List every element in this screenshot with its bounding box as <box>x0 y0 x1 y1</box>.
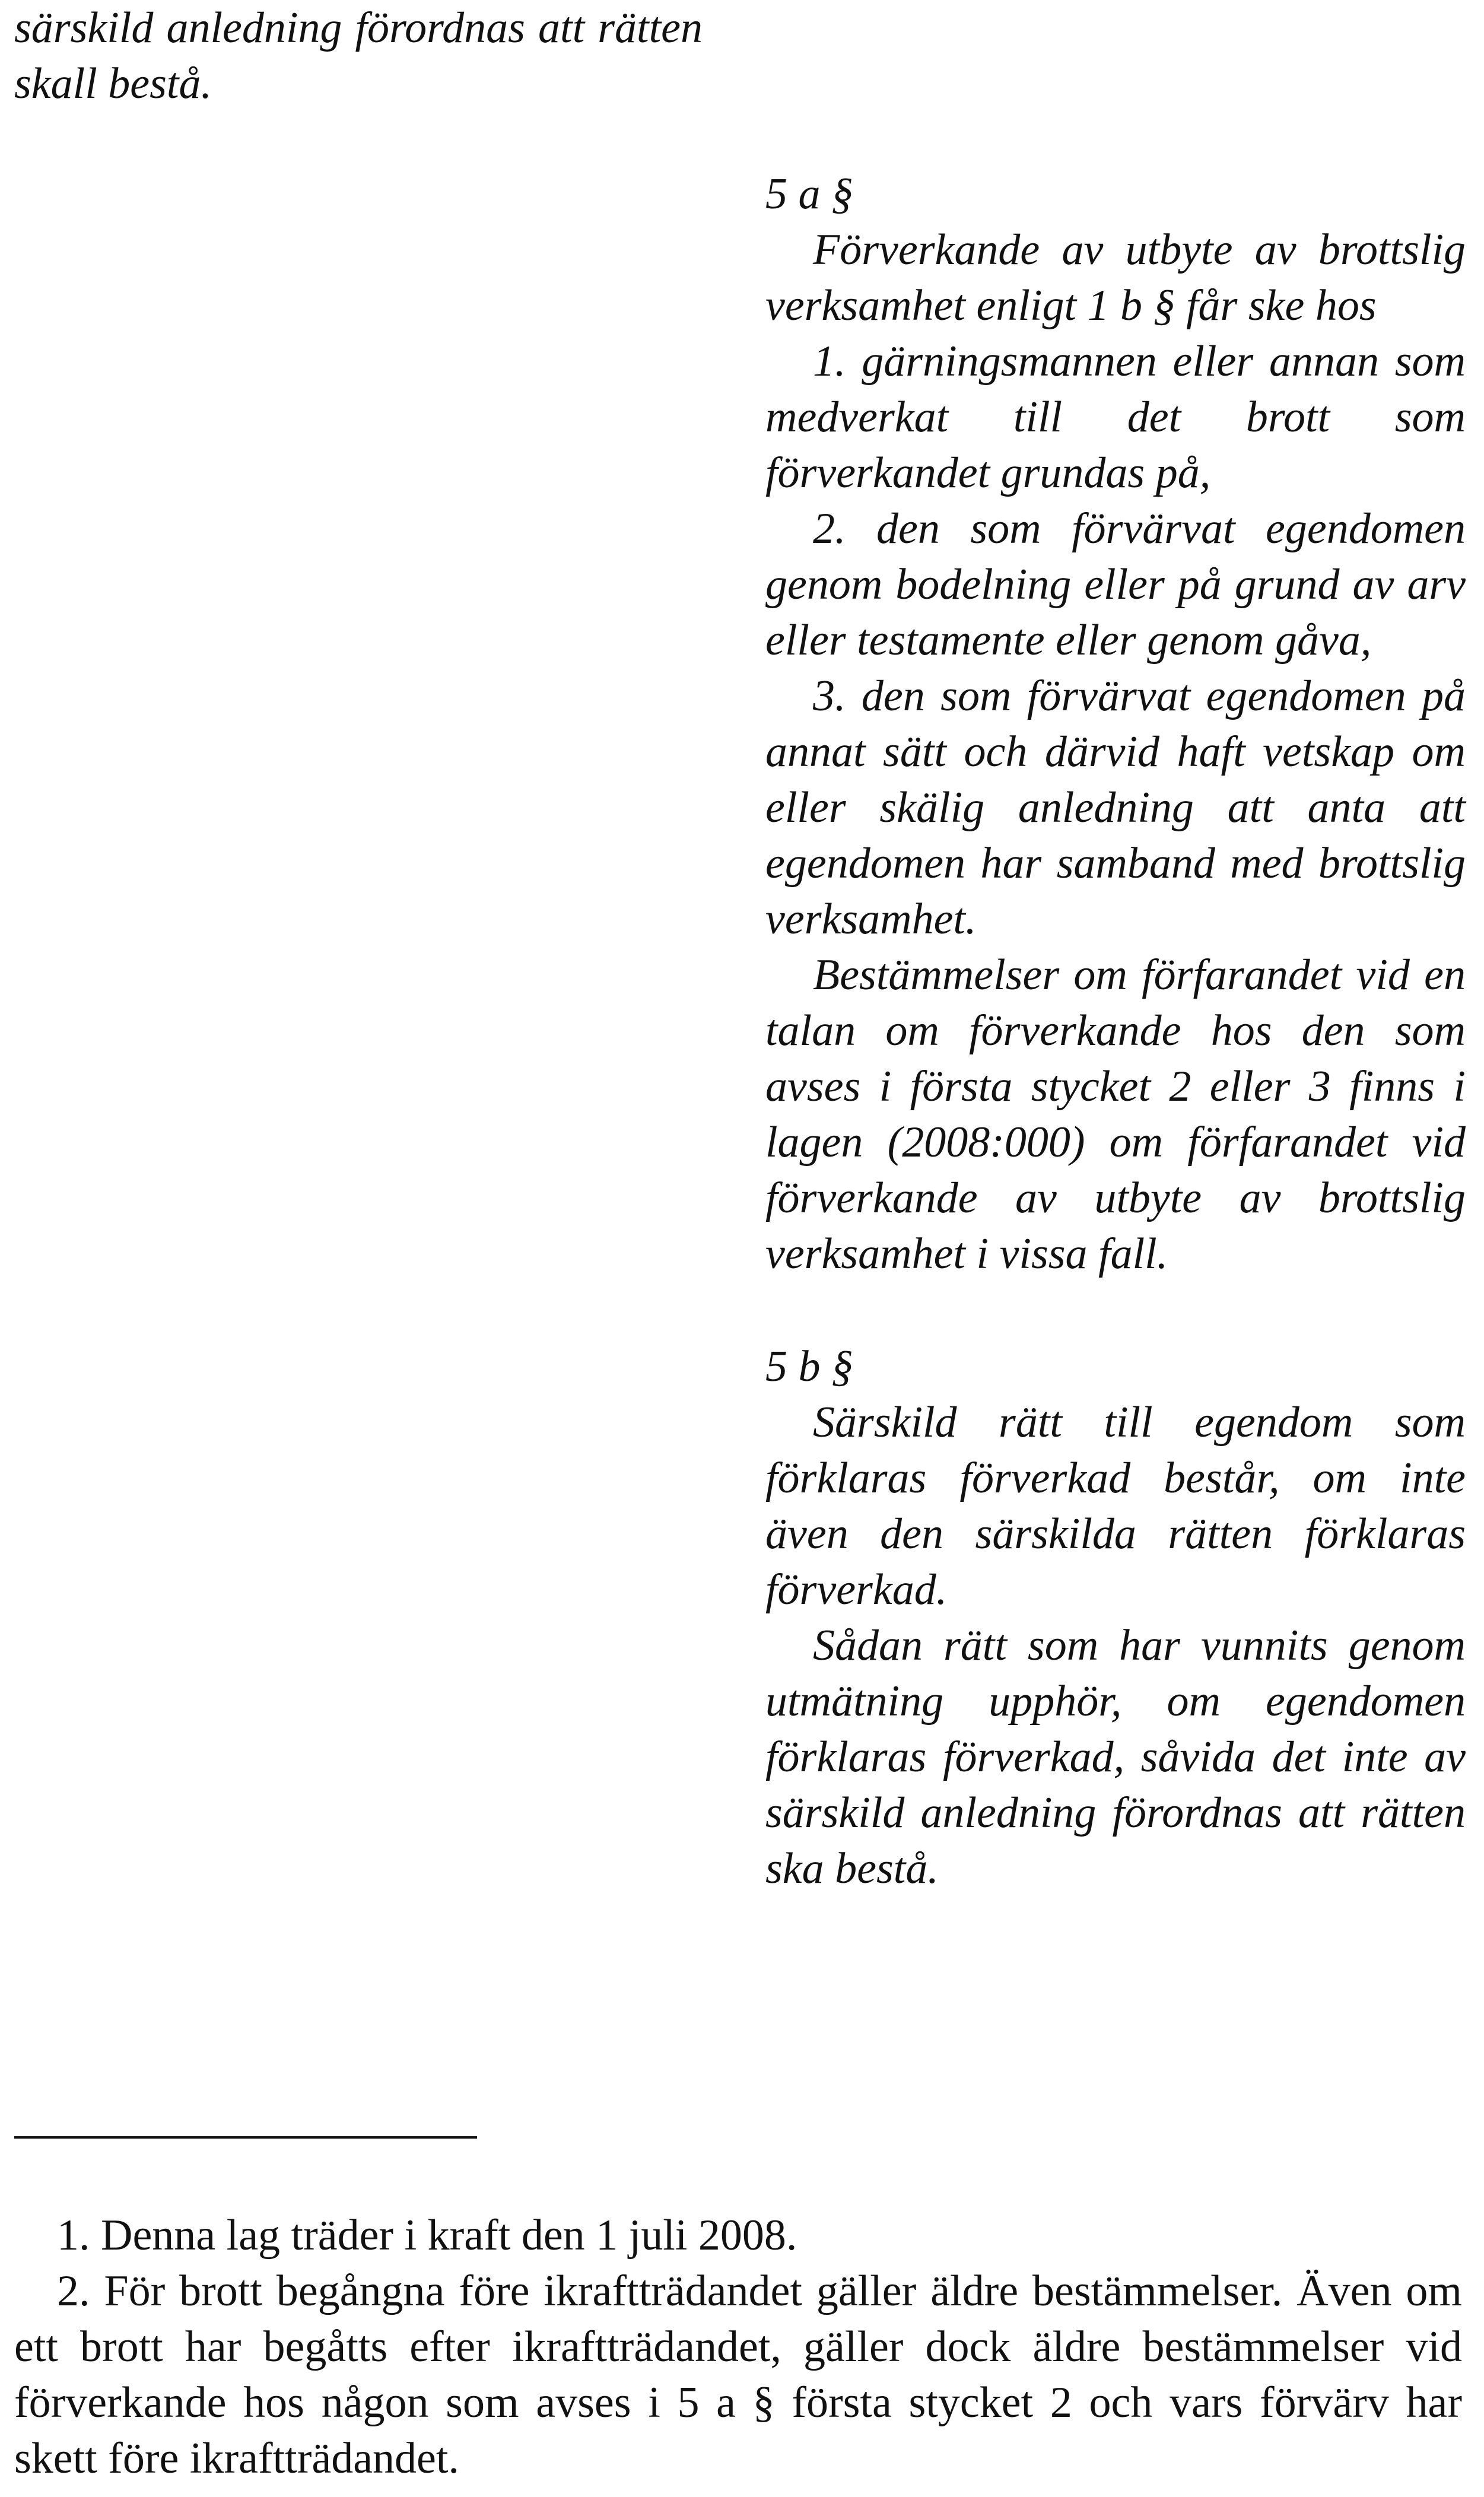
left-column <box>14 0 703 112</box>
section-paragraph: Särskild rätt till egendom som förklaras förverkad består, om inte även den särskilda rätten förklaras förverkad. <box>765 1398 1466 1614</box>
footnote: 1. Denna lag träder i kraft den 1 juli 2008. <box>57 2211 797 2260</box>
section-5a <box>765 166 1466 1282</box>
footnote: 2. För brott begångna före ikraftträdandet gäller äldre bestämmelser. Även om ett brott har begåtts efter ikraftträdandet, gäller dock äldre bestämmelser vid förverkande hos någon som avses i 5 a § första stycket 2 och vars förvärv har skett före ikraftträdandet. <box>14 2267 1462 2483</box>
section-paragraph: Bestämmelser om förfarandet vid en talan om förverkande hos den som avses i första stycket 2 eller 3 finns i lagen (2008:000) om förfarandet vid förverkande av utbyte av brottslig verksamhet i vissa fall. <box>765 951 1466 1278</box>
footnotes <box>14 2207 1462 2486</box>
section-paragraph: 2. den som förvärvat egendomen genom bodelning eller på grund av arv eller testamente eller genom gåva, <box>765 504 1466 665</box>
section-heading: 5 a § <box>765 170 853 218</box>
left-column-text: särskild anledning förordnas att rätten skall bestå. <box>14 4 703 108</box>
section-heading: 5 b § <box>765 1342 853 1391</box>
section-paragraph: Sådan rätt som har vunnits genom utmätning upphör, om egendomen förklaras förverkad, såvida det inte av särskild anledning förordnas att rätten ska bestå. <box>765 1621 1466 1893</box>
footnote-divider <box>14 2136 477 2139</box>
section-paragraph: Förverkande av utbyte av brottslig verksamhet enligt 1 b § får ske hos <box>765 225 1466 330</box>
section-paragraph: 1. gärningsmannen eller annan som medverkat till det brott som förverkandet grundas på, <box>765 337 1466 497</box>
right-column <box>765 166 1466 1896</box>
section-paragraph: 3. den som förvärvat egendomen på annat sätt och därvid haft vetskap om eller skälig anledning att anta att egendomen har samband med brottslig verksamhet. <box>765 672 1466 943</box>
section-5b <box>765 1339 1466 1896</box>
